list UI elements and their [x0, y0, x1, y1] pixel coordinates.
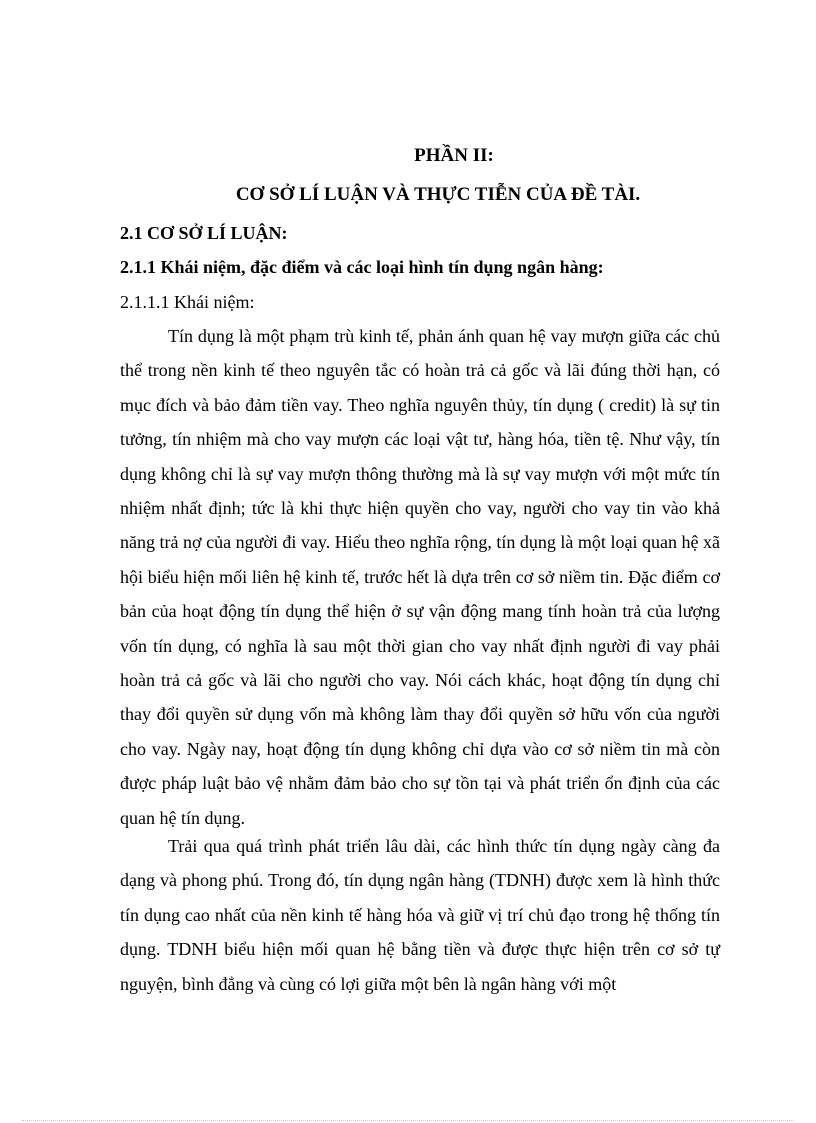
page-bottom-divider	[22, 1120, 794, 1121]
subsubsection-heading: 2.1.1.1 Khái niệm:	[120, 292, 255, 312]
subsection-heading: 2.1.1 Khái niệm, đặc điểm và các loại hình tín dụng ngân hàng:	[120, 257, 604, 277]
body-paragraph-2: Trải qua quá trình phát triển lâu dài, các hình thức tín dụng ngày càng đa dạng và phong phú. Trong đó, tín dụng ngân hàng (TDNH) được xem là hình thức tín dụng cao nhất của nền kinh tế hàng hóa và giữ vị trí chủ đạo trong hệ thống tín dụng. TDNH biểu hiện mối quan hệ bằng tiền và được thực hiện trên cơ sở tự nguyện, bình đẳng và cùng có lợi giữa một bên là ngân hàng với một	[120, 836, 720, 994]
section-heading: 2.1 CƠ SỞ LÍ LUẬN:	[120, 223, 288, 243]
part-title: PHẦN II:	[414, 145, 494, 166]
main-title: CƠ SỞ LÍ LUẬN VÀ THỰC TIỄN CỦA ĐỀ TÀI.	[235, 184, 641, 205]
body-paragraph-1: Tín dụng là một phạm trù kinh tế, phản ánh quan hệ vay mượn giữa các chủ thể trong nền kinh tế theo nguyên tắc có hoàn trả cả gốc và lãi đúng thời hạn, có mục đích và bảo đảm tiền vay. Theo nghĩa nguyên thủy, tín dụng ( credit) là sự tin tưởng, tín nhiệm mà cho vay mượn các loại vật tư, hàng hóa, tiền tệ. Như vậy, tín dụng không chỉ là sự vay mượn thông thường mà là sự vay mượn với một mức tín nhiệm nhất định; tức là khi thực hiện quyền cho vay, người cho vay tin vào khả năng trả nợ của người đi vay. Hiểu theo nghĩa rộng, tín dụng là một loại quan hệ xã hội biểu hiện mối liên hệ kinh tế, trước hết là dựa trên cơ sở niềm tin. Đặc điểm cơ bản của hoạt động tín dụng thể hiện ở sự vận động mang tính hoàn trả của lượng vốn tín dụng, có nghĩa là sau một thời gian cho vay nhất định người đi vay phải hoàn trả cả gốc và lãi cho người cho vay. Nói cách khác, hoạt động tín dụng chỉ thay đổi quyền sử dụng vốn mà không làm thay đổi quyền sở hữu vốn của người cho vay. Ngày nay, hoạt động tín dụng không chỉ dựa vào cơ sở niềm tin mà còn được pháp luật bảo vệ nhằm đảm bảo cho sự tồn tại và phát triển ổn định của các quan hệ tín dụng.	[120, 326, 720, 828]
